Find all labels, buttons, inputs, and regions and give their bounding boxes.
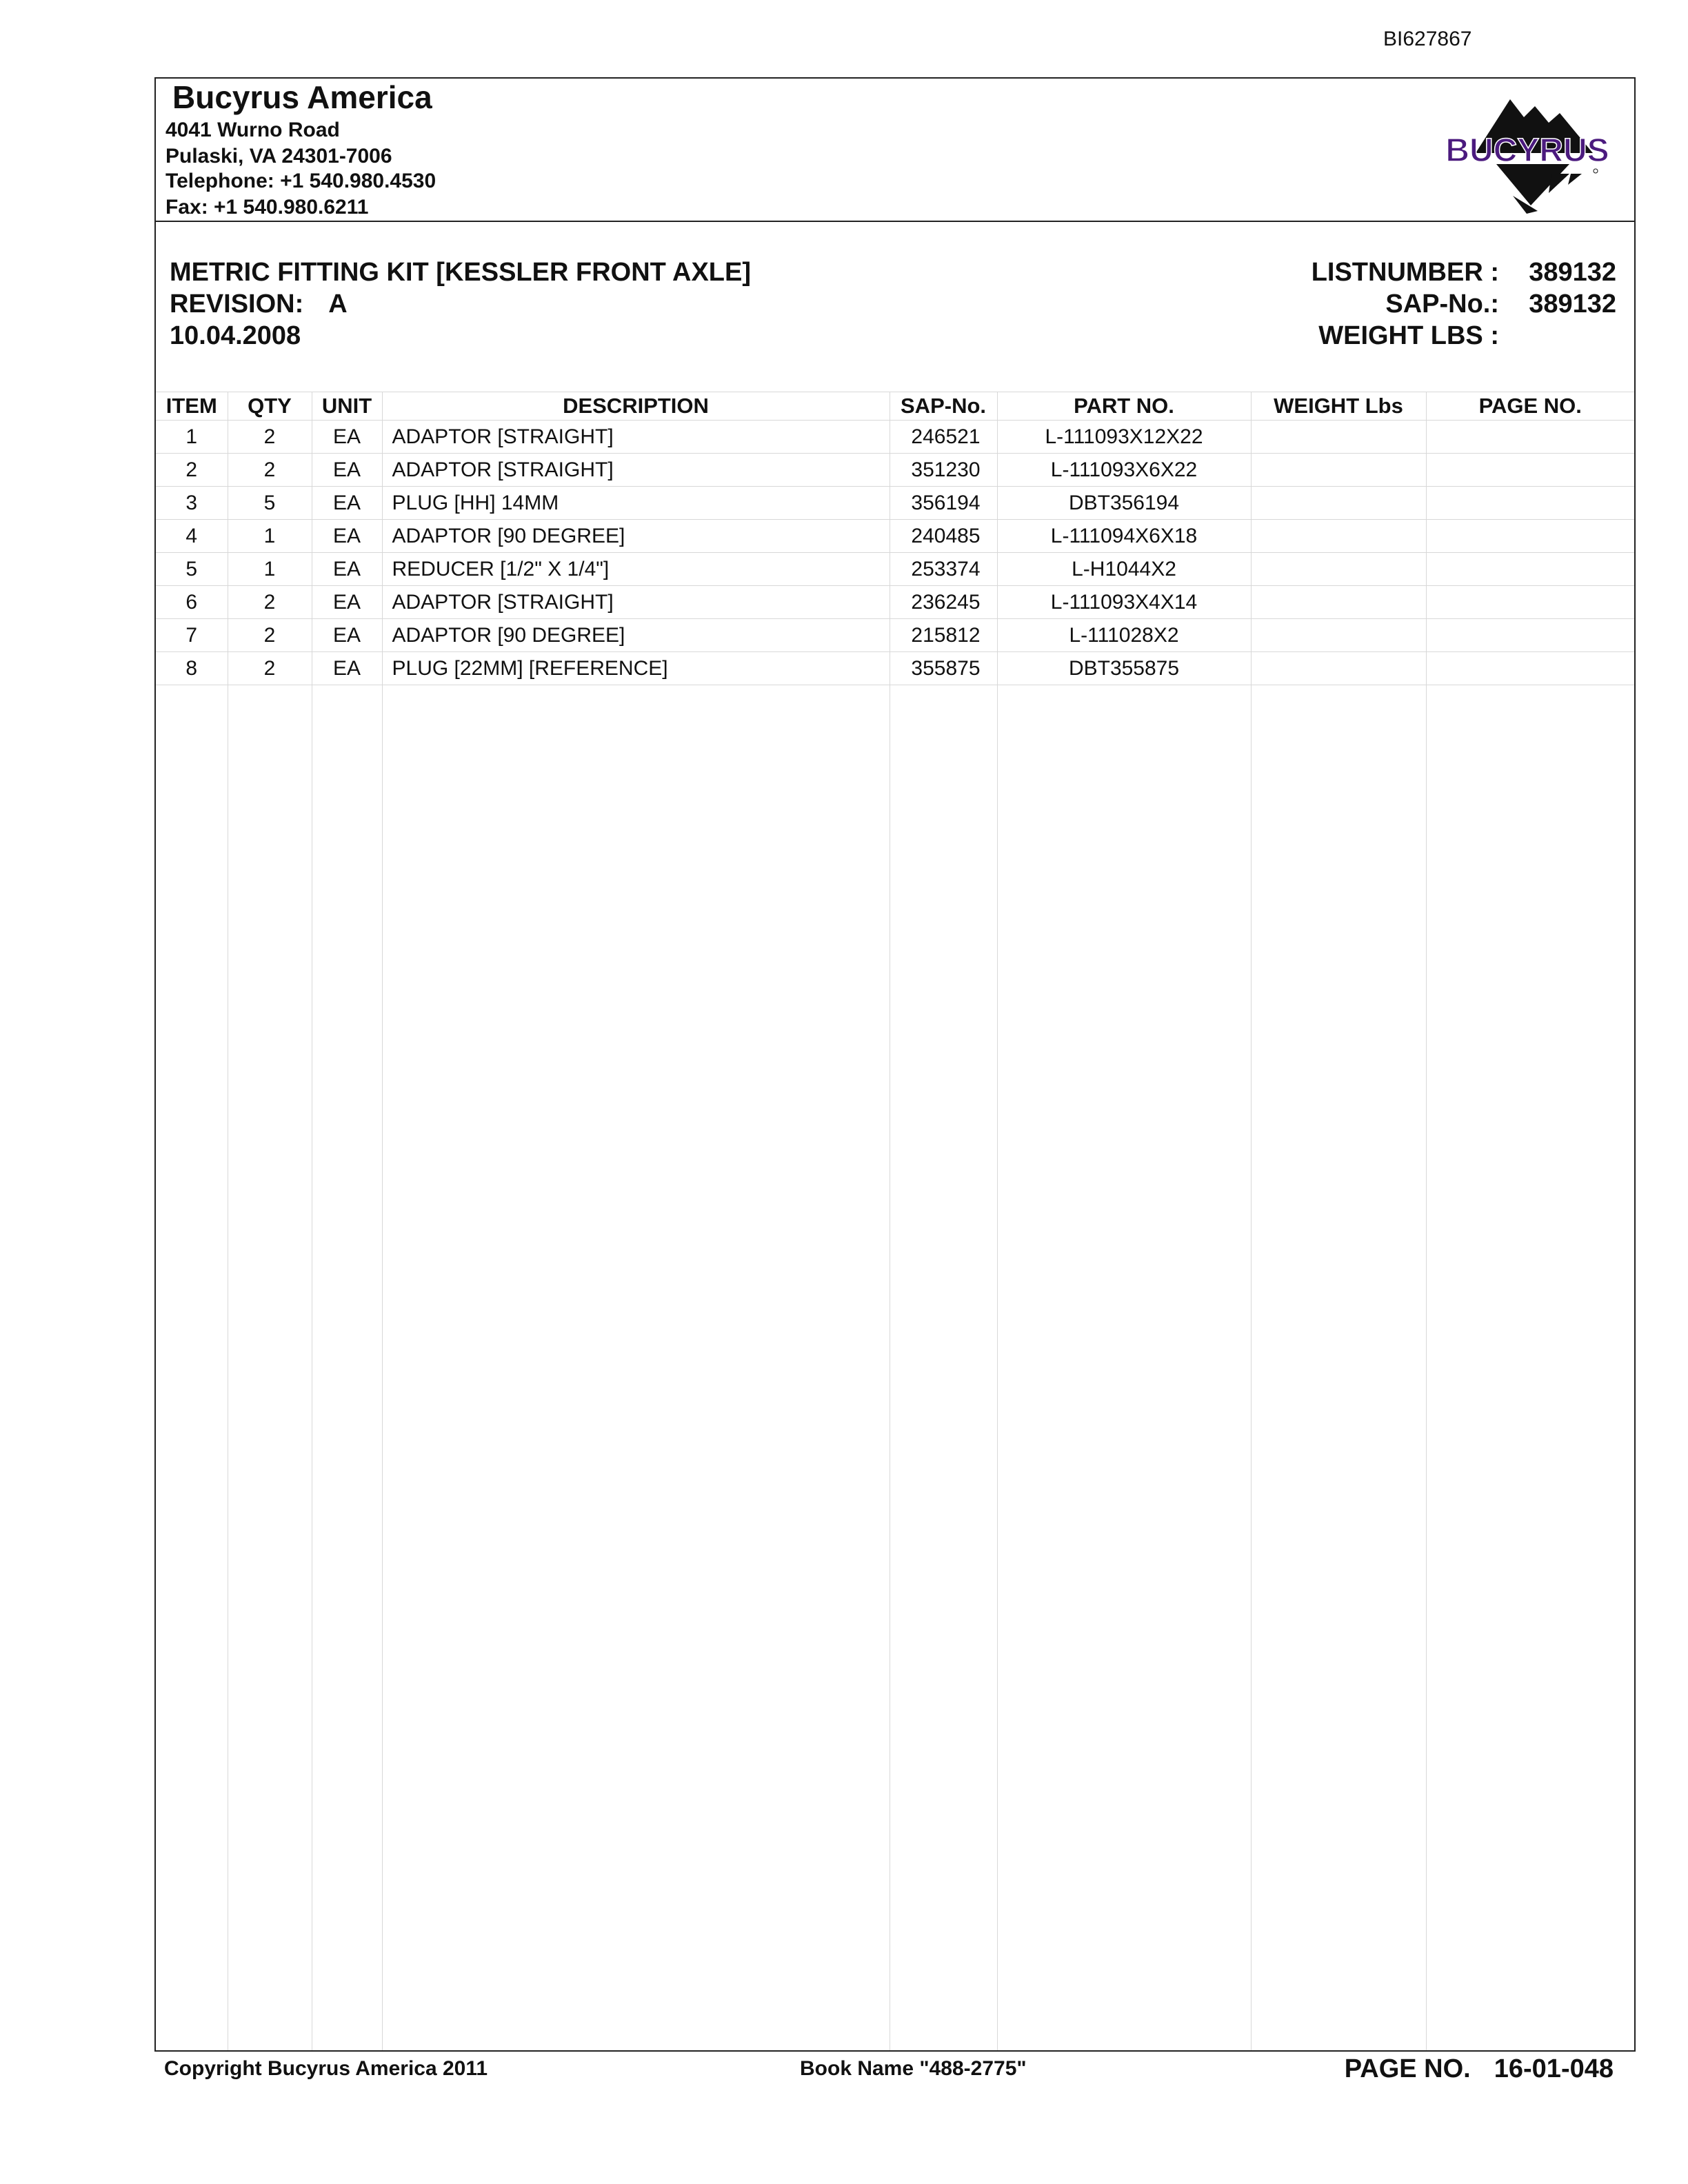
table-row xyxy=(156,586,1634,619)
col-header-item: ITEM xyxy=(156,392,228,421)
cell-sap: 236245 xyxy=(890,586,997,619)
cell-sap: 215812 xyxy=(890,619,997,652)
bucyrus-logo xyxy=(1427,92,1627,218)
document-frame xyxy=(154,77,1636,2052)
cell-part: L-111093X12X22 xyxy=(997,421,1251,454)
cell-qty: 1 xyxy=(228,520,312,553)
cell-weight xyxy=(1251,520,1426,553)
document-date: 10.04.2008 xyxy=(170,321,301,350)
book-name: Book Name "488-2775" xyxy=(800,2057,1027,2080)
table-row xyxy=(156,619,1634,652)
cell-part: L-111093X6X22 xyxy=(997,454,1251,487)
cell-item: 4 xyxy=(156,520,228,553)
cell-description: PLUG [HH] 14MM xyxy=(382,487,890,520)
cell-weight xyxy=(1251,454,1426,487)
cell-page xyxy=(1426,586,1634,619)
table-row xyxy=(156,454,1634,487)
cell-item: 2 xyxy=(156,454,228,487)
col-header-part: PART NO. xyxy=(997,392,1251,421)
cell-description: ADAPTOR [90 DEGREE] xyxy=(382,619,890,652)
address-line-1: 4041 Wurno Road xyxy=(165,119,340,141)
cell-page xyxy=(1426,421,1634,454)
cell-sap: 355875 xyxy=(890,652,997,685)
cell-item: 6 xyxy=(156,586,228,619)
cell-unit: EA xyxy=(312,520,382,553)
cell-qty: 1 xyxy=(228,553,312,586)
cell-sap: 351230 xyxy=(890,454,997,487)
cell-qty: 5 xyxy=(228,487,312,520)
listnumber-value: 389132 xyxy=(1529,258,1616,287)
cell-weight xyxy=(1251,619,1426,652)
cell-sap: 356194 xyxy=(890,487,997,520)
cell-part: L-H1044X2 xyxy=(997,553,1251,586)
sap-number-value: 389132 xyxy=(1529,290,1616,318)
cell-description: ADAPTOR [90 DEGREE] xyxy=(382,520,890,553)
cell-description: ADAPTOR [STRAIGHT] xyxy=(382,454,890,487)
column-guide xyxy=(382,678,383,2050)
cell-item: 5 xyxy=(156,553,228,586)
cell-weight xyxy=(1251,487,1426,520)
cell-weight xyxy=(1251,553,1426,586)
cell-description: ADAPTOR [STRAIGHT] xyxy=(382,421,890,454)
col-header-qty: QTY xyxy=(228,392,312,421)
col-header-page: PAGE NO. xyxy=(1426,392,1634,421)
listnumber-label: LISTNUMBER : xyxy=(1311,258,1499,287)
cell-part: DBT355875 xyxy=(997,652,1251,685)
cell-page xyxy=(1426,487,1634,520)
cell-page xyxy=(1426,520,1634,553)
cell-unit: EA xyxy=(312,652,382,685)
cell-page xyxy=(1426,553,1634,586)
cell-unit: EA xyxy=(312,421,382,454)
copyright-notice: Copyright Bucyrus America 2011 xyxy=(164,2057,488,2080)
cell-qty: 2 xyxy=(228,619,312,652)
cell-part: L-111094X6X18 xyxy=(997,520,1251,553)
telephone: Telephone: +1 540.980.4530 xyxy=(165,170,436,192)
address-line-2: Pulaski, VA 24301-7006 xyxy=(165,145,392,168)
table-row xyxy=(156,487,1634,520)
header-divider xyxy=(156,221,1634,222)
cell-item: 3 xyxy=(156,487,228,520)
column-guide xyxy=(1426,678,1427,2050)
logo-wordmark: BUCYRUS xyxy=(1445,132,1609,169)
cell-unit: EA xyxy=(312,586,382,619)
cell-page xyxy=(1426,454,1634,487)
document-id: BI627867 xyxy=(1383,28,1472,50)
cell-item: 1 xyxy=(156,421,228,454)
cell-sap: 240485 xyxy=(890,520,997,553)
cell-qty: 2 xyxy=(228,652,312,685)
cell-item: 8 xyxy=(156,652,228,685)
col-header-description: DESCRIPTION xyxy=(382,392,890,421)
column-guide xyxy=(1251,678,1252,2050)
table-row xyxy=(156,553,1634,586)
revision-value: A xyxy=(328,290,348,318)
page-number-label: PAGE NO. xyxy=(1344,2054,1471,2083)
document-title: METRIC FITTING KIT [KESSLER FRONT AXLE] xyxy=(170,258,751,287)
col-header-unit: UNIT xyxy=(312,392,382,421)
cell-sap: 246521 xyxy=(890,421,997,454)
cell-page xyxy=(1426,652,1634,685)
cell-part: L-111028X2 xyxy=(997,619,1251,652)
page-number-value: 16-01-048 xyxy=(1494,2054,1614,2083)
cell-qty: 2 xyxy=(228,421,312,454)
cell-unit: EA xyxy=(312,454,382,487)
cell-item: 7 xyxy=(156,619,228,652)
revision-label: REVISION: xyxy=(170,290,304,318)
parts-table xyxy=(156,392,1634,685)
cell-description: REDUCER [1/2" X 1/4"] xyxy=(382,553,890,586)
col-header-sap: SAP-No. xyxy=(890,392,997,421)
weight-label: WEIGHT LBS : xyxy=(1318,321,1499,350)
sap-number-label: SAP-No.: xyxy=(1385,290,1499,318)
cell-unit: EA xyxy=(312,487,382,520)
page-number xyxy=(1345,2054,1614,2084)
cell-description: ADAPTOR [STRAIGHT] xyxy=(382,586,890,619)
cell-sap: 253374 xyxy=(890,553,997,586)
table-header-row xyxy=(156,392,1634,421)
cell-part: L-111093X4X14 xyxy=(997,586,1251,619)
cell-weight xyxy=(1251,586,1426,619)
table-row xyxy=(156,421,1634,454)
table-row xyxy=(156,520,1634,553)
table-row xyxy=(156,652,1634,685)
cell-weight xyxy=(1251,652,1426,685)
cell-qty: 2 xyxy=(228,586,312,619)
cell-description: PLUG [22MM] [REFERENCE] xyxy=(382,652,890,685)
cell-weight xyxy=(1251,421,1426,454)
company-name: Bucyrus America xyxy=(172,79,432,115)
cell-unit: EA xyxy=(312,619,382,652)
col-header-weight: WEIGHT Lbs xyxy=(1251,392,1426,421)
column-guide xyxy=(997,678,998,2050)
cell-unit: EA xyxy=(312,553,382,586)
cell-qty: 2 xyxy=(228,454,312,487)
revision-row xyxy=(170,290,348,319)
cell-part: DBT356194 xyxy=(997,487,1251,520)
fax: Fax: +1 540.980.6211 xyxy=(165,196,369,219)
cell-page xyxy=(1426,619,1634,652)
